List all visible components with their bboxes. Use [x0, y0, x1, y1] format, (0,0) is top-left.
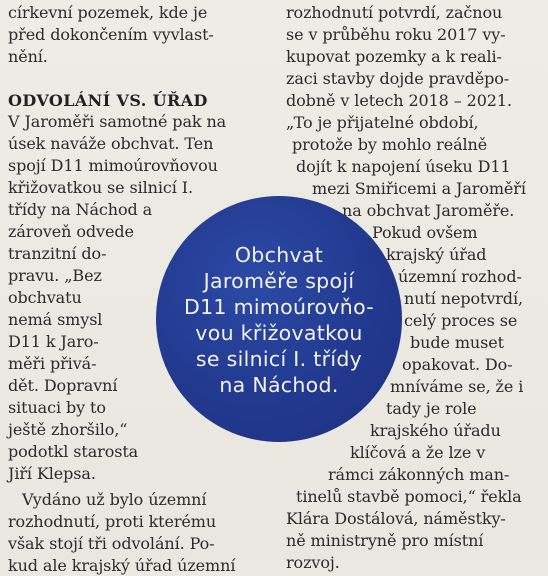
text-line: nění. — [8, 47, 48, 66]
text-line: Klára Dostálová, náměstky- — [286, 509, 506, 528]
text-line: protože by mohlo reálně — [292, 135, 488, 154]
text-line: křižovatkou se silnicí I. — [8, 178, 193, 197]
text-line: se v průběhu roku 2017 vy- — [286, 25, 506, 44]
text-line: opakovat. Do- — [402, 355, 513, 374]
text-line: zároveň odvede — [8, 222, 134, 241]
pull-quote-line: Obchvat — [234, 243, 324, 267]
text-line: dojít k napojení úseku D11 — [296, 157, 511, 176]
text-line: bude muset — [410, 333, 504, 352]
text-line: třídy na Náchod a — [8, 200, 153, 219]
pull-quote-line: na Náchod. — [219, 373, 339, 397]
text-line: mezi Smiřicemi a Jaroměří — [312, 179, 526, 198]
text-line: rozhodnutí, proti kterému — [8, 512, 217, 531]
text-line: rámci zákonných man- — [328, 465, 510, 484]
text-line: rozvoj. — [286, 553, 340, 572]
pull-quote-circle — [156, 196, 402, 442]
text-line: dět. Dopravní — [8, 376, 118, 395]
text-line: krajský úřad — [386, 245, 487, 264]
text-line: obchvatu — [8, 288, 82, 307]
text-line: spojí D11 mimoúrovňovou — [8, 156, 218, 175]
pull-quote-line: Jaroměře spojí — [203, 269, 355, 293]
text-line: tranzitní do- — [8, 244, 107, 263]
text-line: celý proces se — [404, 311, 518, 330]
text-line: podotkl starosta — [8, 442, 139, 461]
text-line: situaci by to — [8, 398, 106, 417]
text-line: krajského úřadu — [370, 421, 501, 440]
text-line: kud ale krajský úřad územní — [8, 556, 236, 575]
text-line: ještě zhoršilo,“ — [8, 420, 128, 439]
text-line: Pokud ovšem — [372, 223, 478, 242]
text-line: však stojí tři odvolání. Po- — [8, 534, 215, 553]
text-line: „To je přijatelné období, — [286, 113, 479, 132]
text-line: dobně v letech 2018 – 2021. — [286, 91, 512, 110]
text-line: před dokončením vyvlast- — [8, 25, 214, 44]
text-line: územní rozhod- — [398, 267, 522, 286]
section-heading: ODVOLÁNÍ VS. ÚŘAD — [8, 91, 208, 110]
text-line: D11 k Jaro- — [8, 332, 99, 351]
pull-quote-line: vou křižovatkou — [195, 321, 363, 345]
text-line: nutí nepotvrdí, — [404, 289, 523, 308]
text-line: měři přivá- — [8, 354, 97, 373]
text-line: klíčová a že lze v — [350, 443, 486, 462]
text-line: na obchvat Jaroměře. — [342, 201, 515, 220]
text-line: nemá smysl — [8, 310, 103, 329]
pull-quote-line: se silnicí I. třídy — [195, 347, 363, 371]
text-line: tinelů stavbě pomoci,“ řekla — [296, 487, 522, 506]
text-line: úsek naváže obchvat. Ten — [8, 134, 214, 153]
text-line: V Jaroměři samotné pak na — [8, 112, 227, 131]
text-line: Vydáno už bylo územní — [22, 490, 207, 509]
text-line: kupovat pozemky a k reali- — [286, 47, 502, 66]
pull-quote-line: D11 mimoúrovňo- — [183, 295, 375, 319]
text-line: mníváme se, že i — [390, 377, 524, 396]
text-line: ně ministryně pro místní — [286, 531, 484, 550]
text-line: Jiří Klepsa. — [8, 464, 96, 483]
text-line: zaci stavby dojde pravděpo- — [286, 69, 510, 88]
text-line: rozhodnutí potvrdí, začnou — [286, 3, 503, 22]
text-line: církevní pozemek, kde je — [8, 3, 208, 22]
text-line: pravu. „Bez — [8, 266, 102, 285]
text-line: tady je role — [386, 399, 477, 418]
